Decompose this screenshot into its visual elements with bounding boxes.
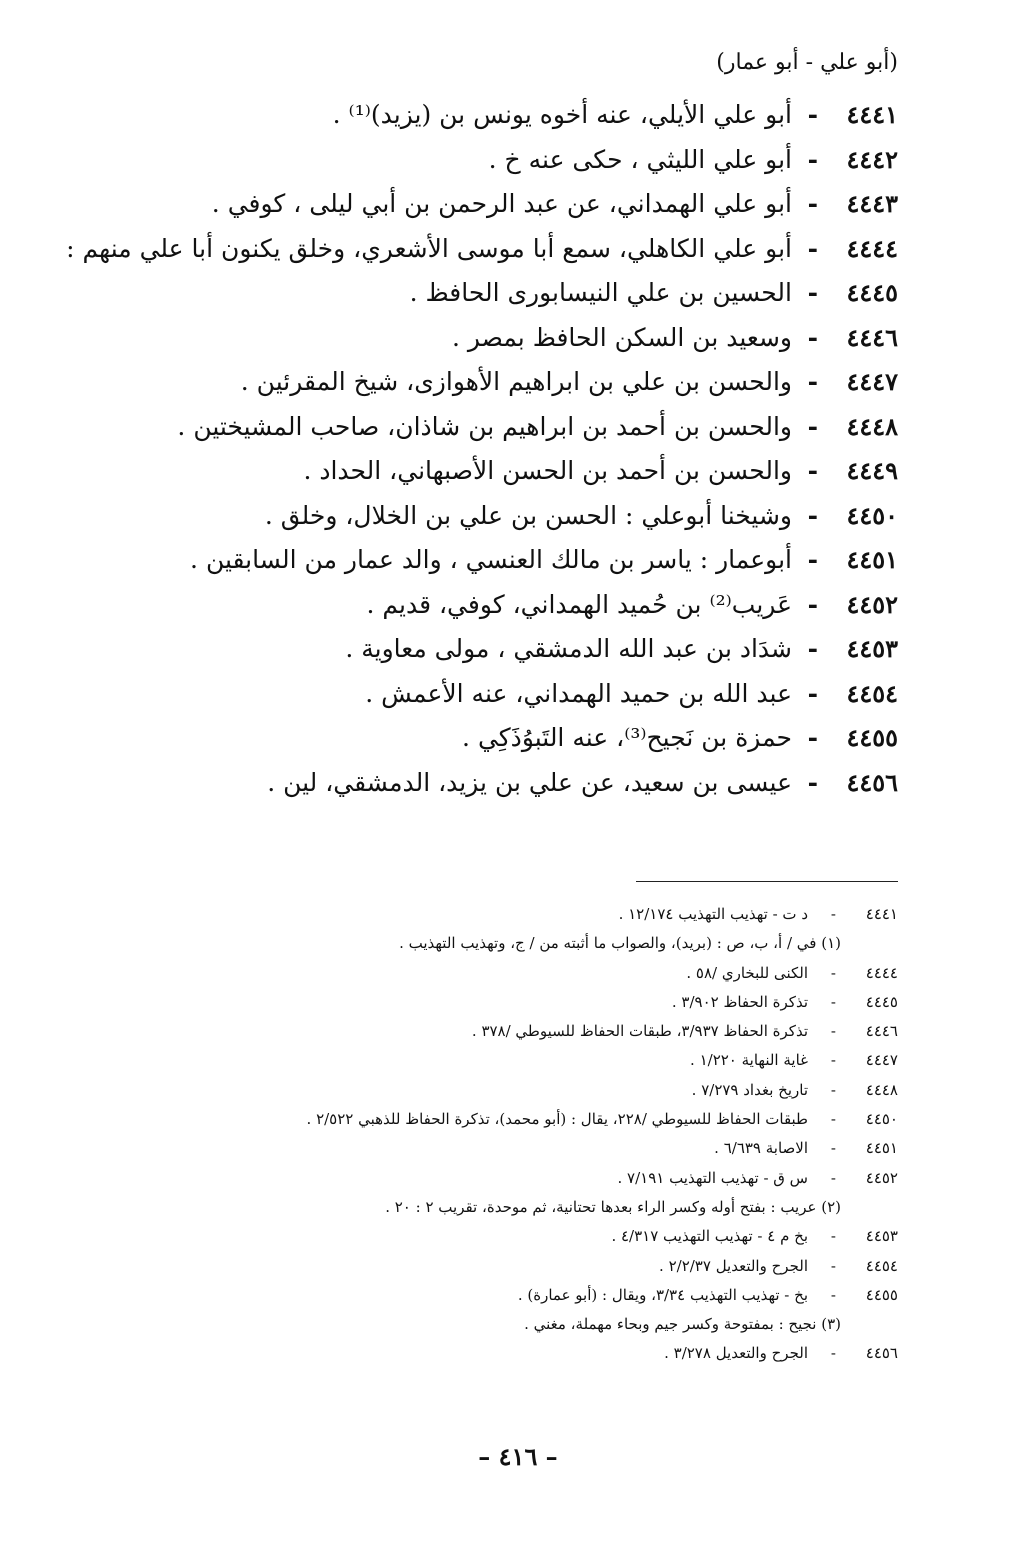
entry-text: والحسن بن علي بن ابراهيم الأهوازى، شيخ المقرئين . xyxy=(240,367,792,396)
footnote-text: الاصابة ٦/٦٣٩ . xyxy=(714,1139,808,1158)
footnote-ref: ٤٤٤٥ xyxy=(865,992,898,1011)
entry-row xyxy=(58,590,898,635)
entry-number: ٤٤٤٩ xyxy=(846,456,898,485)
footnote-comment-row xyxy=(68,1315,898,1344)
entry-number: ٤٤٥٠ xyxy=(846,500,898,530)
entry-text: عيسى بن سعيد، عن علي بن يزيد، الدمشقي، لين . xyxy=(267,767,792,797)
footnote-text: (٣) نجيح : بمفتوحة وكسر جيم وبحاء مهملة، مغني . xyxy=(524,1315,841,1334)
entry-dash: - xyxy=(807,189,818,218)
footnote-text: غاية النهاية ١/٢٢٠ . xyxy=(690,1051,808,1070)
footnote-dash: - xyxy=(830,992,836,1011)
footnote-divider xyxy=(636,881,898,882)
entry-number: ٤٤٤١ xyxy=(846,100,898,129)
entry-number: ٤٤٤٥ xyxy=(846,278,898,307)
footnote-source-row xyxy=(68,1139,898,1168)
footnote-ref: ٤٤٥١ xyxy=(865,1139,898,1158)
footnote-ref: ٤٤٤٧ xyxy=(865,1051,898,1070)
running-head: (أبو علي - أبو عمار) xyxy=(716,50,898,75)
footnote-ref: ٤٤٥٣ xyxy=(865,1227,898,1246)
entry-text: حمزة بن نَجيح⁽³⁾، عنه التَبوُذَكِي . xyxy=(462,723,792,752)
footnote-dash: - xyxy=(830,1344,836,1363)
footnote-text: بخ م ٤ - تهذيب التهذيب ٤/٣١٧ . xyxy=(611,1227,808,1246)
entry-number: ٤٤٥٣ xyxy=(846,634,898,663)
footnote-ref: ٤٤٥٥ xyxy=(865,1285,898,1304)
footnote-ref: ٤٤٥٢ xyxy=(865,1168,898,1187)
entry-text: أبو علي الأيلي، عنه أخوه يونس بن (يزيد)⁽¹⁾ . xyxy=(332,100,792,129)
entry-row xyxy=(58,456,898,501)
entry-number: ٤٤٤٤ xyxy=(846,233,898,263)
entry-dash: - xyxy=(807,144,818,174)
footnote-text: (١) في / أ، ب، ص : (بريد)، والصواب ما أثبته من / ج، وتهذيب التهذيب . xyxy=(399,934,841,953)
entry-dash: - xyxy=(807,678,818,708)
footnote-ref: ٤٤٤٦ xyxy=(865,1022,898,1041)
entry-row xyxy=(58,100,898,145)
footnote-text: طبقات الحفاظ للسيوطي /٢٢٨، يقال : (أبو محمد)، تذكرة الحفاظ للذهبي ٢/٥٢٢ . xyxy=(306,1110,808,1129)
entry-dash: - xyxy=(807,278,818,307)
footnote-text: د ت - تهذيب التهذيب ١٢/١٧٤ . xyxy=(618,905,808,923)
footnote-ref: ٤٤٤٤ xyxy=(865,963,898,982)
entry-dash: - xyxy=(807,767,818,797)
footnote-text: تاريخ بغداد ٧/٢٧٩ . xyxy=(691,1080,808,1099)
footnote-source-row xyxy=(68,905,898,934)
footnote-comment-row xyxy=(68,934,898,963)
footnote-ref: ٤٤٤١ xyxy=(865,905,898,923)
footnote-ref: ٤٤٥٦ xyxy=(865,1344,898,1363)
footnote-text: تذكرة الحفاظ ٣/٩٣٧، طبقات الحفاظ للسيوطي /٣٧٨ . xyxy=(471,1022,808,1041)
entry-number: ٤٤٤٨ xyxy=(846,411,898,441)
entry-number: ٤٤٥٤ xyxy=(846,678,898,708)
entry-row xyxy=(58,768,898,813)
entry-text: وسعيد بن السكن الحافظ بمصر . xyxy=(451,322,792,352)
entry-row xyxy=(58,679,898,724)
footnote-source-row xyxy=(68,1286,898,1315)
entry-dash: - xyxy=(807,411,818,441)
footnote-text: تذكرة الحفاظ ٣/٩٠٢ . xyxy=(671,992,808,1011)
footnote-source-row xyxy=(68,1022,898,1051)
entry-number: ٤٤٤٦ xyxy=(846,322,898,352)
footnote-source-row xyxy=(68,1344,898,1373)
entry-text: شدَاد بن عبد الله الدمشقي ، مولى معاوية . xyxy=(345,634,792,663)
entry-row xyxy=(58,545,898,590)
entry-row xyxy=(58,723,898,768)
entry-number: ٤٤٤٧ xyxy=(846,367,898,396)
footnote-dash: - xyxy=(830,963,836,982)
footnote-dash: - xyxy=(830,1168,836,1187)
entry-text: وشيخنا أبوعلي : الحسن بن علي بن الخلال، وخلق . xyxy=(264,500,792,530)
entry-row xyxy=(58,412,898,457)
footnote-text: (٢) عريب : بفتح أوله وكسر الراء بعدها تحتانية، ثم موحدة، تقريب ٢ : ٢٠ . xyxy=(385,1197,841,1216)
entry-number: ٤٤٥٦ xyxy=(846,767,898,797)
footnote-dash: - xyxy=(830,1051,836,1070)
entry-dash: - xyxy=(807,589,818,619)
footnote-ref: ٤٤٤٨ xyxy=(865,1080,898,1099)
footnote-text: الجرح والتعديل ٣/٢٧٨ . xyxy=(664,1344,808,1363)
footnotes-list xyxy=(68,905,898,1374)
footnote-dash: - xyxy=(830,1110,836,1129)
entry-dash: - xyxy=(807,233,818,263)
entry-text: والحسن بن أحمد بن ابراهيم بن شاذان، صاحب المشيختين . xyxy=(177,411,792,441)
page-number: – ٤١٦ – xyxy=(478,1442,558,1471)
footnote-source-row xyxy=(68,1169,898,1198)
entry-dash: - xyxy=(807,367,818,396)
entry-number: ٤٤٥١ xyxy=(846,545,898,574)
entry-number: ٤٤٥٥ xyxy=(846,723,898,752)
footnote-dash: - xyxy=(830,1256,836,1275)
footnote-source-row xyxy=(68,1257,898,1286)
entry-dash: - xyxy=(807,545,818,574)
footnote-dash: - xyxy=(830,905,836,923)
entry-row xyxy=(58,234,898,279)
entry-row xyxy=(58,323,898,368)
entry-text: عبد الله بن حميد الهمداني، عنه الأعمش . xyxy=(365,678,792,708)
entry-row xyxy=(58,367,898,412)
entry-text: الحسين بن علي النيسابورى الحافظ . xyxy=(409,278,792,307)
entry-row xyxy=(58,278,898,323)
entry-row xyxy=(58,189,898,234)
entry-text: أبو علي الليثي ، حكى عنه خ . xyxy=(488,144,792,174)
footnote-text: بخ - تهذيب التهذيب ٣/٣٤، ويقال : (أبو عمارة) . xyxy=(517,1285,808,1304)
footnote-source-row xyxy=(68,993,898,1022)
footnote-dash: - xyxy=(830,1022,836,1041)
footnote-ref: ٤٤٥٠ xyxy=(865,1110,898,1129)
entry-dash: - xyxy=(807,500,818,530)
entry-text: أبو علي الهمداني، عن عبد الرحمن بن أبي ليلى ، كوفي . xyxy=(211,189,792,218)
entry-row xyxy=(58,145,898,190)
footnote-dash: - xyxy=(830,1139,836,1158)
entry-dash: - xyxy=(807,322,818,352)
entry-dash: - xyxy=(807,456,818,485)
footnote-text: س ق - تهذيب التهذيب ٧/١٩١ . xyxy=(617,1168,808,1187)
entry-text: أبوعمار : ياسر بن مالك العنسي ، والد عمار من السابقين . xyxy=(190,545,792,574)
entries-list xyxy=(58,100,898,812)
entry-number: ٤٤٤٢ xyxy=(846,144,898,174)
footnote-dash: - xyxy=(830,1285,836,1304)
entry-row xyxy=(58,634,898,679)
footnote-ref: ٤٤٥٤ xyxy=(865,1256,898,1275)
entry-text: عَريب⁽²⁾ بن حُميد الهمداني، كوفي، قديم . xyxy=(366,589,792,619)
footnote-source-row xyxy=(68,1110,898,1139)
footnote-dash: - xyxy=(830,1227,836,1246)
footnote-text: الكنى للبخاري /٥٨ . xyxy=(686,963,808,982)
entry-row xyxy=(58,501,898,546)
entry-dash: - xyxy=(807,634,818,663)
footnote-source-row xyxy=(68,1227,898,1256)
entry-dash: - xyxy=(807,723,818,752)
entry-text: والحسن بن أحمد بن الحسن الأصبهاني، الحداد . xyxy=(303,456,792,485)
entry-number: ٤٤٤٣ xyxy=(846,189,898,218)
footnote-source-row xyxy=(68,964,898,993)
entry-number: ٤٤٥٢ xyxy=(846,589,898,619)
footnote-dash: - xyxy=(830,1080,836,1099)
footnote-comment-row xyxy=(68,1198,898,1227)
footnote-text: الجرح والتعديل ٢/٢/٣٧ . xyxy=(659,1256,808,1275)
entry-text: أبو علي الكاهلي، سمع أبا موسى الأشعري، وخلق يكنون أبا علي منهم : xyxy=(66,233,792,263)
footnote-source-row xyxy=(68,1081,898,1110)
footnote-source-row xyxy=(68,1051,898,1080)
entry-dash: - xyxy=(807,100,818,129)
